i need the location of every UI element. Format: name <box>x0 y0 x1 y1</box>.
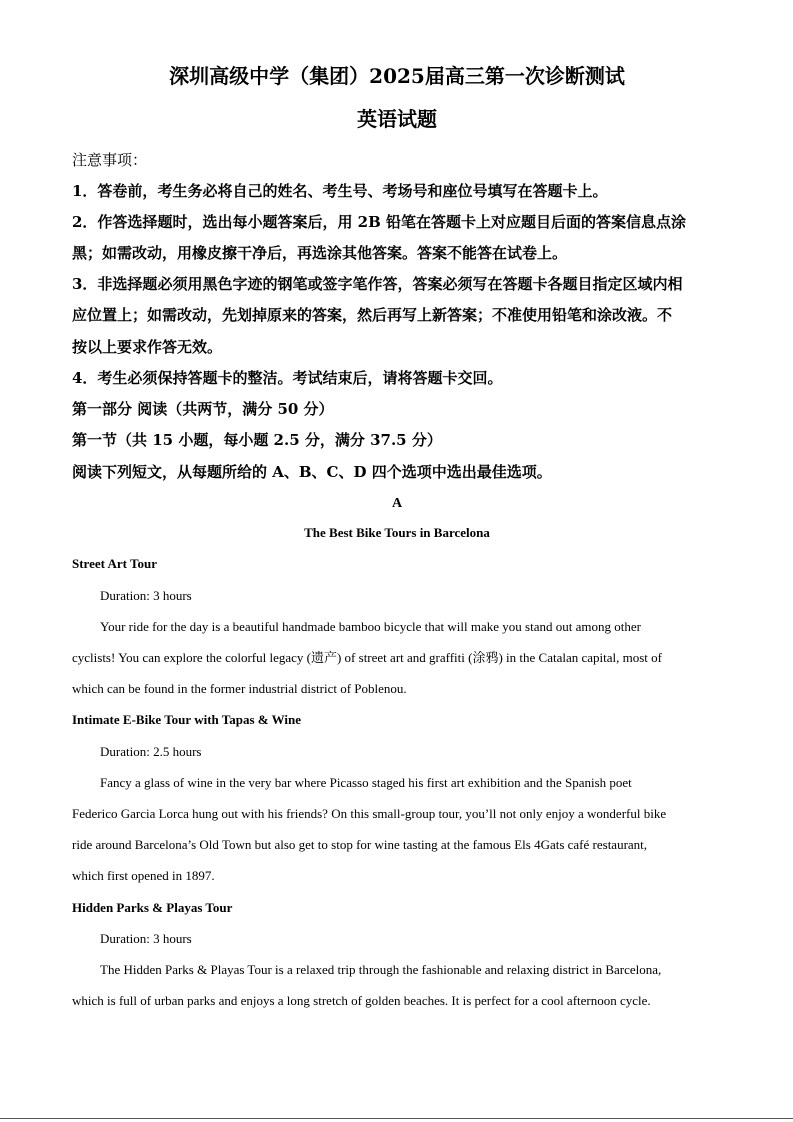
notice-item-4: 4．考生必须保持答题卡的整洁。考试结束后，请将答题卡交回。 <box>72 369 503 387</box>
tour-name: Street Art Tour <box>72 556 157 571</box>
tour-description-line: which first opened in 1897. <box>72 868 215 883</box>
exam-title: 深圳高级中学（集团）2025届高三第一次诊断测试 <box>169 64 625 88</box>
page-bottom-divider <box>0 1118 793 1119</box>
notice-item-3-line-3: 按以上要求作答无效。 <box>72 338 223 356</box>
section-1-heading: 第一节（共 15 小题，每小题 2.5 分，满分 37.5 分） <box>72 431 442 449</box>
tour-duration: Duration: 3 hours <box>100 931 192 946</box>
tour-name: Hidden Parks & Playas Tour <box>72 900 233 915</box>
tour-description-line: Federico Garcia Lorca hung out with his friends? On this small-group tour, you’ll not only enjoy a wonderful bike <box>72 806 667 821</box>
tour-duration: Duration: 2.5 hours <box>100 744 202 759</box>
reading-instruction: 阅读下列短文，从每题所给的 A、B、C、D 四个选项中选出最佳选项。 <box>72 463 552 481</box>
tour-name: Intimate E-Bike Tour with Tapas & Wine <box>72 712 302 727</box>
tour-description-line: Your ride for the day is a beautiful handmade bamboo bicycle that will make you stand out among other <box>100 619 641 634</box>
passage-letter: A <box>391 496 403 511</box>
notice-heading: 注意事项： <box>72 151 148 169</box>
notice-item-2-line-2: 黑；如需改动，用橡皮擦干净后，再选涂其他答案。答案不能答在试卷上。 <box>72 244 568 262</box>
tour-description-line: which can be found in the former industrial district of Poblenou. <box>72 681 407 696</box>
passage-title: The Best Bike Tours in Barcelona <box>304 525 490 540</box>
notice-item-3-line-2: 应位置上；如需改动，先划掉原来的答案，然后再写上新答案；不准使用铅笔和涂改液。不 <box>72 306 673 324</box>
exam-subtitle: 英语试题 <box>357 107 437 131</box>
tour-description-line: The Hidden Parks & Playas Tour is a relaxed trip through the fashionable and relaxing district in Barcelona, <box>100 962 662 977</box>
notice-item-1: 1．答卷前，考生务必将自己的姓名、考生号、考场号和座位号填写在答题卡上。 <box>72 182 608 200</box>
tour-description-line: ride around Barcelona’s Old Town but also get to stop for wine tasting at the famous Els 4Gats café restaurant, <box>72 837 648 852</box>
tour-duration: Duration: 3 hours <box>100 588 192 603</box>
tour-description-line: Fancy a glass of wine in the very bar where Picasso staged his first art exhibition and the Spanish poet <box>100 775 632 790</box>
notice-item-2-line-1: 2．作答选择题时，选出每小题答案后，用 2B 铅笔在答题卡上对应题目后面的答案信息点涂 <box>72 213 687 231</box>
tour-description-line: cyclists! You can explore the colorful legacy (遗产) of street art and graffiti (涂鸦) in the Catalan capital, most of <box>72 650 662 665</box>
notice-item-3-line-1: 3．非选择题必须用黑色字迹的钢笔或签字笔作答，答案必须写在答题卡各题目指定区域内相 <box>72 275 683 293</box>
part-1-heading: 第一部分 阅读（共两节，满分 50 分） <box>72 400 334 418</box>
tour-description-line: which is full of urban parks and enjoys a long stretch of golden beaches. It is perfect for a cool afternoon cycle. <box>72 993 651 1008</box>
